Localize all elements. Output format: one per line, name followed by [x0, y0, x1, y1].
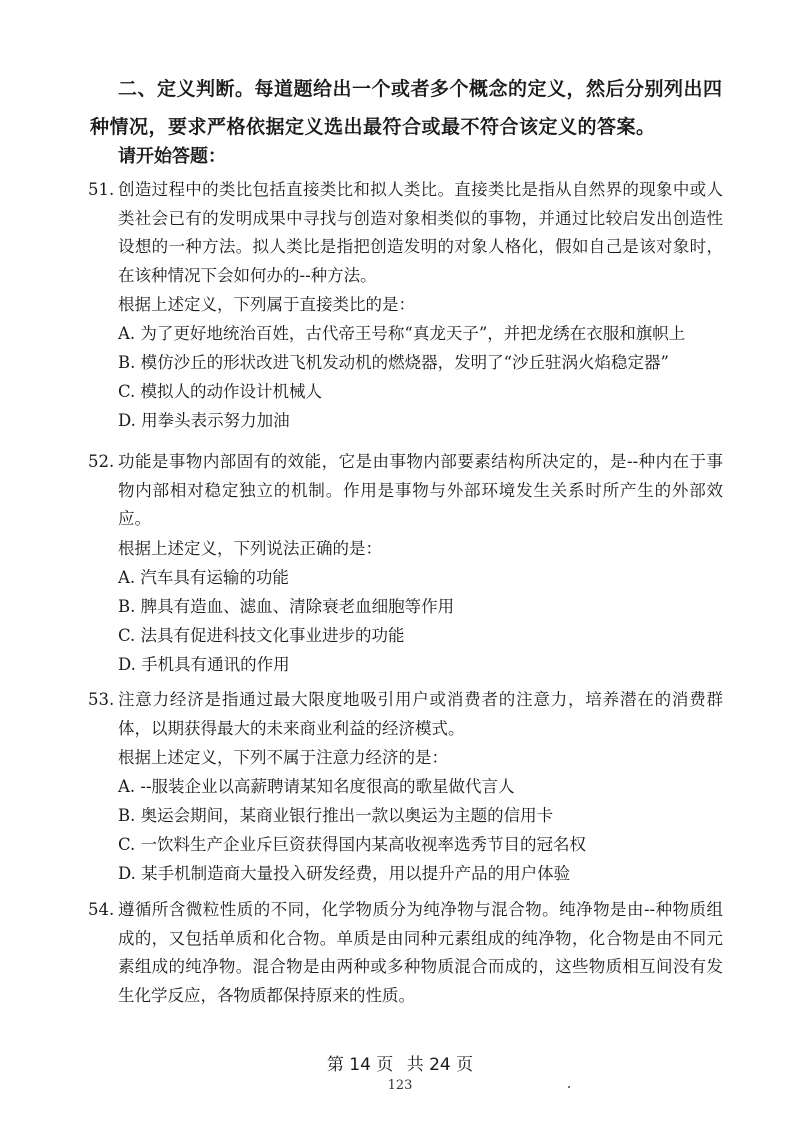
current-page: 第 14 页	[326, 1055, 394, 1075]
question-number: 52.	[88, 452, 115, 471]
question-number: 53.	[88, 690, 115, 709]
option-d: D. 手机具有通讯的作用	[118, 654, 290, 674]
question-number: 51.	[88, 180, 115, 199]
option-c: C. 一饮料生产企业斥巨资获得国内某高收视率选秀节目的冠名权	[118, 835, 587, 854]
option-d: D. 某手机制造商大量投入研发经费，用以提升产品的用户体验	[118, 864, 571, 883]
question-prompt: 根据上述定义，下列说法正确的是：	[118, 538, 382, 558]
start-label: 请开始答题：	[118, 146, 226, 167]
question-number: 54.	[88, 900, 115, 919]
option-a: A. --服装企业以高薪聘请某知名度很高的歌星做代言人	[118, 777, 515, 796]
option-b: B. 奥运会期间，某商业银行推出一款以奥运为主题的信用卡	[118, 806, 554, 825]
page-indicator	[0, 1050, 800, 1075]
question-stem: 遵循所含微粒性质的不同，化学物质分为纯净物与混合物。纯净物是由--种物质组成的，又包括单质和化合物。单质是由同种元素组成的纯净物，化合物是由不同元素组成的纯净物。混合物是由两种或多种物质混合而成的，这些物质相互间没有发生化学反应，各物质都保持原来的性质。	[118, 900, 723, 1005]
option-b: B. 脾具有造血、滤血、清除衰老血细胞等作用	[118, 596, 455, 616]
question-53	[88, 686, 723, 888]
scan-speck	[568, 1086, 570, 1088]
option-b: B. 模仿沙丘的形状改进飞机发动机的燃烧器，发明了“沙丘驻涡火焰稳定器”	[118, 353, 669, 372]
question-stem: 注意力经济是指通过最大限度地吸引用户或消费者的注意力，培养潜在的消费群体，以期获得最大的未来商业利益的经济模式。	[118, 690, 723, 738]
question-51	[88, 176, 723, 435]
question-prompt: 根据上述定义，下列属于直接类比的是：	[118, 295, 415, 314]
option-c: C. 模拟人的动作设计机械人	[118, 382, 323, 401]
option-c: C. 法具有促进科技文化事业进步的功能	[118, 625, 405, 645]
option-a: A. 为了更好地统治百姓，古代帝王号称“真龙天子”，并把龙绣在衣服和旗帜上	[118, 324, 686, 343]
option-a: A. 汽车具有运输的功能	[118, 567, 289, 587]
question-stem: 创造过程中的类比包括直接类比和拟人类比。直接类比是指从自然界的现象中或人类社会已有的发明成果中寻找与创造对象相类似的事物，并通过比较启发出创造性设想的一种方法。拟人类比是指把创造发明的对象人格化，假如自己是该对象时，在该种情况下会如何办的--种方法。	[118, 180, 723, 285]
option-d: D. 用拳头表示努力加油	[118, 411, 290, 430]
section-heading: 二、定义判断。每道题给出一个或者多个概念的定义，然后分别列出四种情况，要求严格依据定义选出最符合或最不符合该定义的答案。	[90, 78, 723, 138]
question-prompt: 根据上述定义，下列不属于注意力经济的是：	[118, 748, 448, 767]
question-54	[88, 896, 723, 1010]
question-52	[88, 448, 723, 679]
total-pages: 共 24 页	[406, 1055, 474, 1075]
page-serial-number: 123	[387, 1078, 413, 1093]
question-stem: 功能是事物内部固有的效能，它是由事物内部要素结构所决定的，是--种内在于事物内部相对稳定独立的机制。作用是事物与外部环境发生关系时所产生的外部效应。	[118, 452, 723, 528]
